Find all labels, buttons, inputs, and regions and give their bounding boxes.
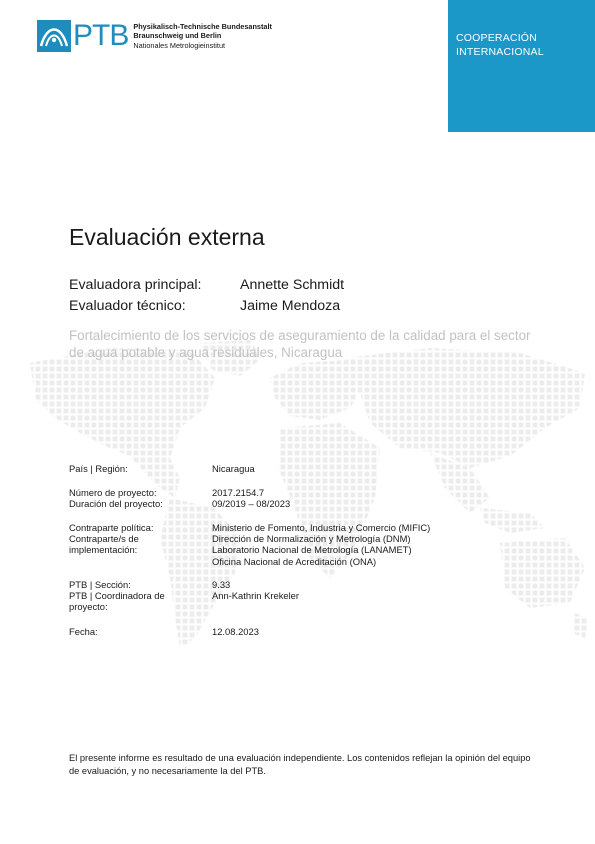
- institute-line-2: Braunschweig und Berlin: [133, 31, 222, 41]
- info-value: [212, 533, 542, 567]
- info-value: Nicaragua: [212, 463, 255, 474]
- info-label-line: Contraparte/s de: [69, 533, 139, 544]
- info-label-line: implementación:: [69, 544, 138, 556]
- info-label: [69, 590, 189, 613]
- cooperation-banner: [448, 0, 595, 132]
- info-label-line: PTB | Coordinadora de: [69, 590, 165, 601]
- institute-line-1: Physikalisch-Technische Bundesanstalt: [133, 21, 272, 31]
- evaluator-label: Evaluadora principal:: [69, 277, 202, 293]
- institute-line-3: Nationales Metrologieinstitut: [133, 40, 226, 50]
- evaluator-name: Annette Schmidt: [240, 277, 345, 293]
- project-subtitle: Fortalecimiento de los servicios de aseguramiento de la calidad para el sector de agua potable y agua residuales, Nicaragua: [69, 328, 531, 360]
- corner-line-1: COOPERACIÓN: [456, 32, 537, 44]
- contraparte-item: Oficina Nacional de Acreditación (ONA): [212, 555, 377, 567]
- info-label: PTB | Sección:: [69, 579, 131, 590]
- info-label: Contraparte política:: [69, 522, 154, 533]
- institute-name: [133, 22, 272, 51]
- cooperation-label: [456, 31, 544, 59]
- info-value: 09/2019 – 08/2023: [212, 498, 291, 509]
- disclaimer-text: El presente informe es resultado de una evaluación independiente. Los contenidos reflejan la opinión del equipo de evaluación, y no necesariamente la del PTB.: [69, 753, 531, 776]
- contraparte-item: Dirección de Normalización y Metrología (DNM): [212, 533, 411, 544]
- info-value: 9.33: [212, 579, 231, 590]
- evaluator-label: Evaluador técnico:: [69, 298, 186, 314]
- document-title: Evaluación externa: [69, 224, 265, 250]
- info-value: Ministerio de Fomento, Industria y Comercio (MIFIC): [212, 522, 431, 533]
- ptb-logo-mark-icon: [37, 20, 71, 52]
- info-value: 12.08.2023: [212, 626, 259, 637]
- info-label: País | Región:: [69, 463, 128, 474]
- ptb-logo: [37, 20, 272, 52]
- info-label-line: proyecto:: [69, 601, 108, 613]
- info-label: Fecha:: [69, 626, 98, 637]
- info-value: Ann-Kathrin Krekeler: [212, 590, 300, 601]
- info-label: [69, 533, 189, 556]
- info-value: 2017.2154.7: [212, 487, 265, 498]
- info-label: Número de proyecto:: [69, 487, 157, 498]
- info-label: Duración del proyecto:: [69, 498, 163, 509]
- evaluator-name: Jaime Mendoza: [240, 298, 341, 314]
- logo-letters: PTB: [73, 19, 129, 52]
- contraparte-item: Laboratorio Nacional de Metrología (LANAMET): [212, 544, 412, 556]
- corner-line-2: INTERNACIONAL: [456, 46, 544, 58]
